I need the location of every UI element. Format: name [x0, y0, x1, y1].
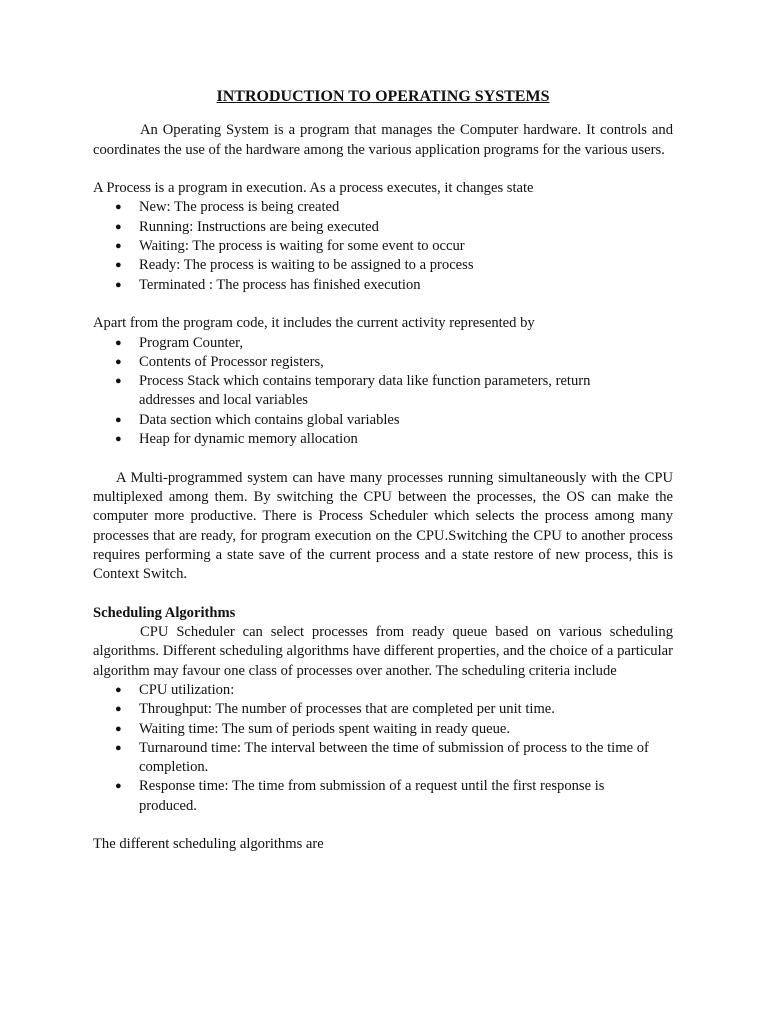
bullet-icon: ● — [115, 259, 122, 272]
bullet-icon: ● — [115, 355, 122, 368]
spacer — [93, 816, 673, 835]
bullet-icon: ● — [115, 741, 122, 754]
list-item: ● Terminated : The process has finished execution — [93, 276, 673, 295]
closing-line: The different scheduling algorithms are — [93, 836, 324, 853]
list-item: ● Contents of Processor registers, — [93, 353, 673, 372]
multiprogram-paragraph: A Multi-programmed system can have many processes running simultaneously with the CPU multiplexed among them. By switching the CPU between the processes, the OS can make the computer more productive. There is Process Scheduler which selects the process among many processes that are ready, for program execution on the CPU.Switching the CPU to another process requires performing a state save of the current process and a state restore of new process, this is Context Switch. — [93, 469, 673, 583]
activity-lead: Apart from the program code, it includes the current activity represented by — [93, 315, 535, 332]
bullet-icon: ● — [115, 240, 122, 253]
list-item: ● Program Counter, — [93, 334, 673, 353]
list-item: ● Waiting time: The sum of periods spent waiting in ready queue. — [93, 720, 673, 739]
bullet-icon: ● — [115, 220, 122, 233]
bullet-icon: ● — [115, 683, 122, 696]
list-item: ● Process Stack which contains temporary data like function parameters, return addresses and local variables — [115, 373, 591, 409]
list-item: ● Heap for dynamic memory allocation — [93, 430, 673, 449]
intro-paragraph: An Operating System is a program that manages the Computer hardware. It controls and coordinates the use of the hardware among the various application programs for the various users. — [93, 122, 673, 158]
process-lead: A Process is a program in execution. As a process executes, it changes state — [93, 180, 534, 197]
page-title: INTRODUCTION TO OPERATING SYSTEMS — [216, 88, 550, 105]
bullet-icon: ● — [115, 201, 122, 214]
list-item: ● Data section which contains global variables — [93, 411, 673, 430]
bullet-icon: ● — [115, 413, 122, 426]
list-item: ● Throughput: The number of processes that are completed per unit time. — [93, 700, 673, 719]
criteria-list — [93, 681, 673, 816]
spacer — [93, 295, 673, 314]
list-item: ● Turnaround time: The interval between the time of submission of process to the time of completion. — [115, 739, 649, 776]
spacer — [93, 160, 673, 179]
bullet-icon: ● — [115, 703, 122, 716]
activity-list — [93, 334, 673, 450]
bullet-icon: ● — [115, 433, 122, 446]
list-item: ● Waiting: The process is waiting for some event to occur — [93, 237, 673, 256]
bullet-icon: ● — [115, 780, 122, 793]
bullet-icon: ● — [115, 375, 122, 388]
bullet-icon: ● — [115, 336, 122, 349]
document-page — [93, 84, 673, 855]
list-item: ● Response time: The time from submission of a request until the first response is produced. — [115, 778, 605, 814]
bullet-icon: ● — [115, 722, 122, 735]
section-heading: Scheduling Algorithms — [93, 604, 236, 621]
list-item: ● Ready: The process is waiting to be assigned to a process — [93, 256, 673, 275]
list-item: ● CPU utilization: — [93, 681, 673, 700]
bullet-icon: ● — [115, 278, 122, 291]
process-states-list — [93, 198, 673, 294]
list-item: ● Running: Instructions are being executed — [93, 218, 673, 237]
spacer — [93, 449, 673, 468]
scheduling-paragraph: CPU Scheduler can select processes from ready queue based on various scheduling algorithms. Different scheduling algorithms have different properties, and the choice of a particular algorithm may favour one class of processes over another. The scheduling criteria include — [93, 624, 673, 679]
list-item: ● New: The process is being created — [93, 198, 673, 217]
spacer — [93, 584, 673, 603]
